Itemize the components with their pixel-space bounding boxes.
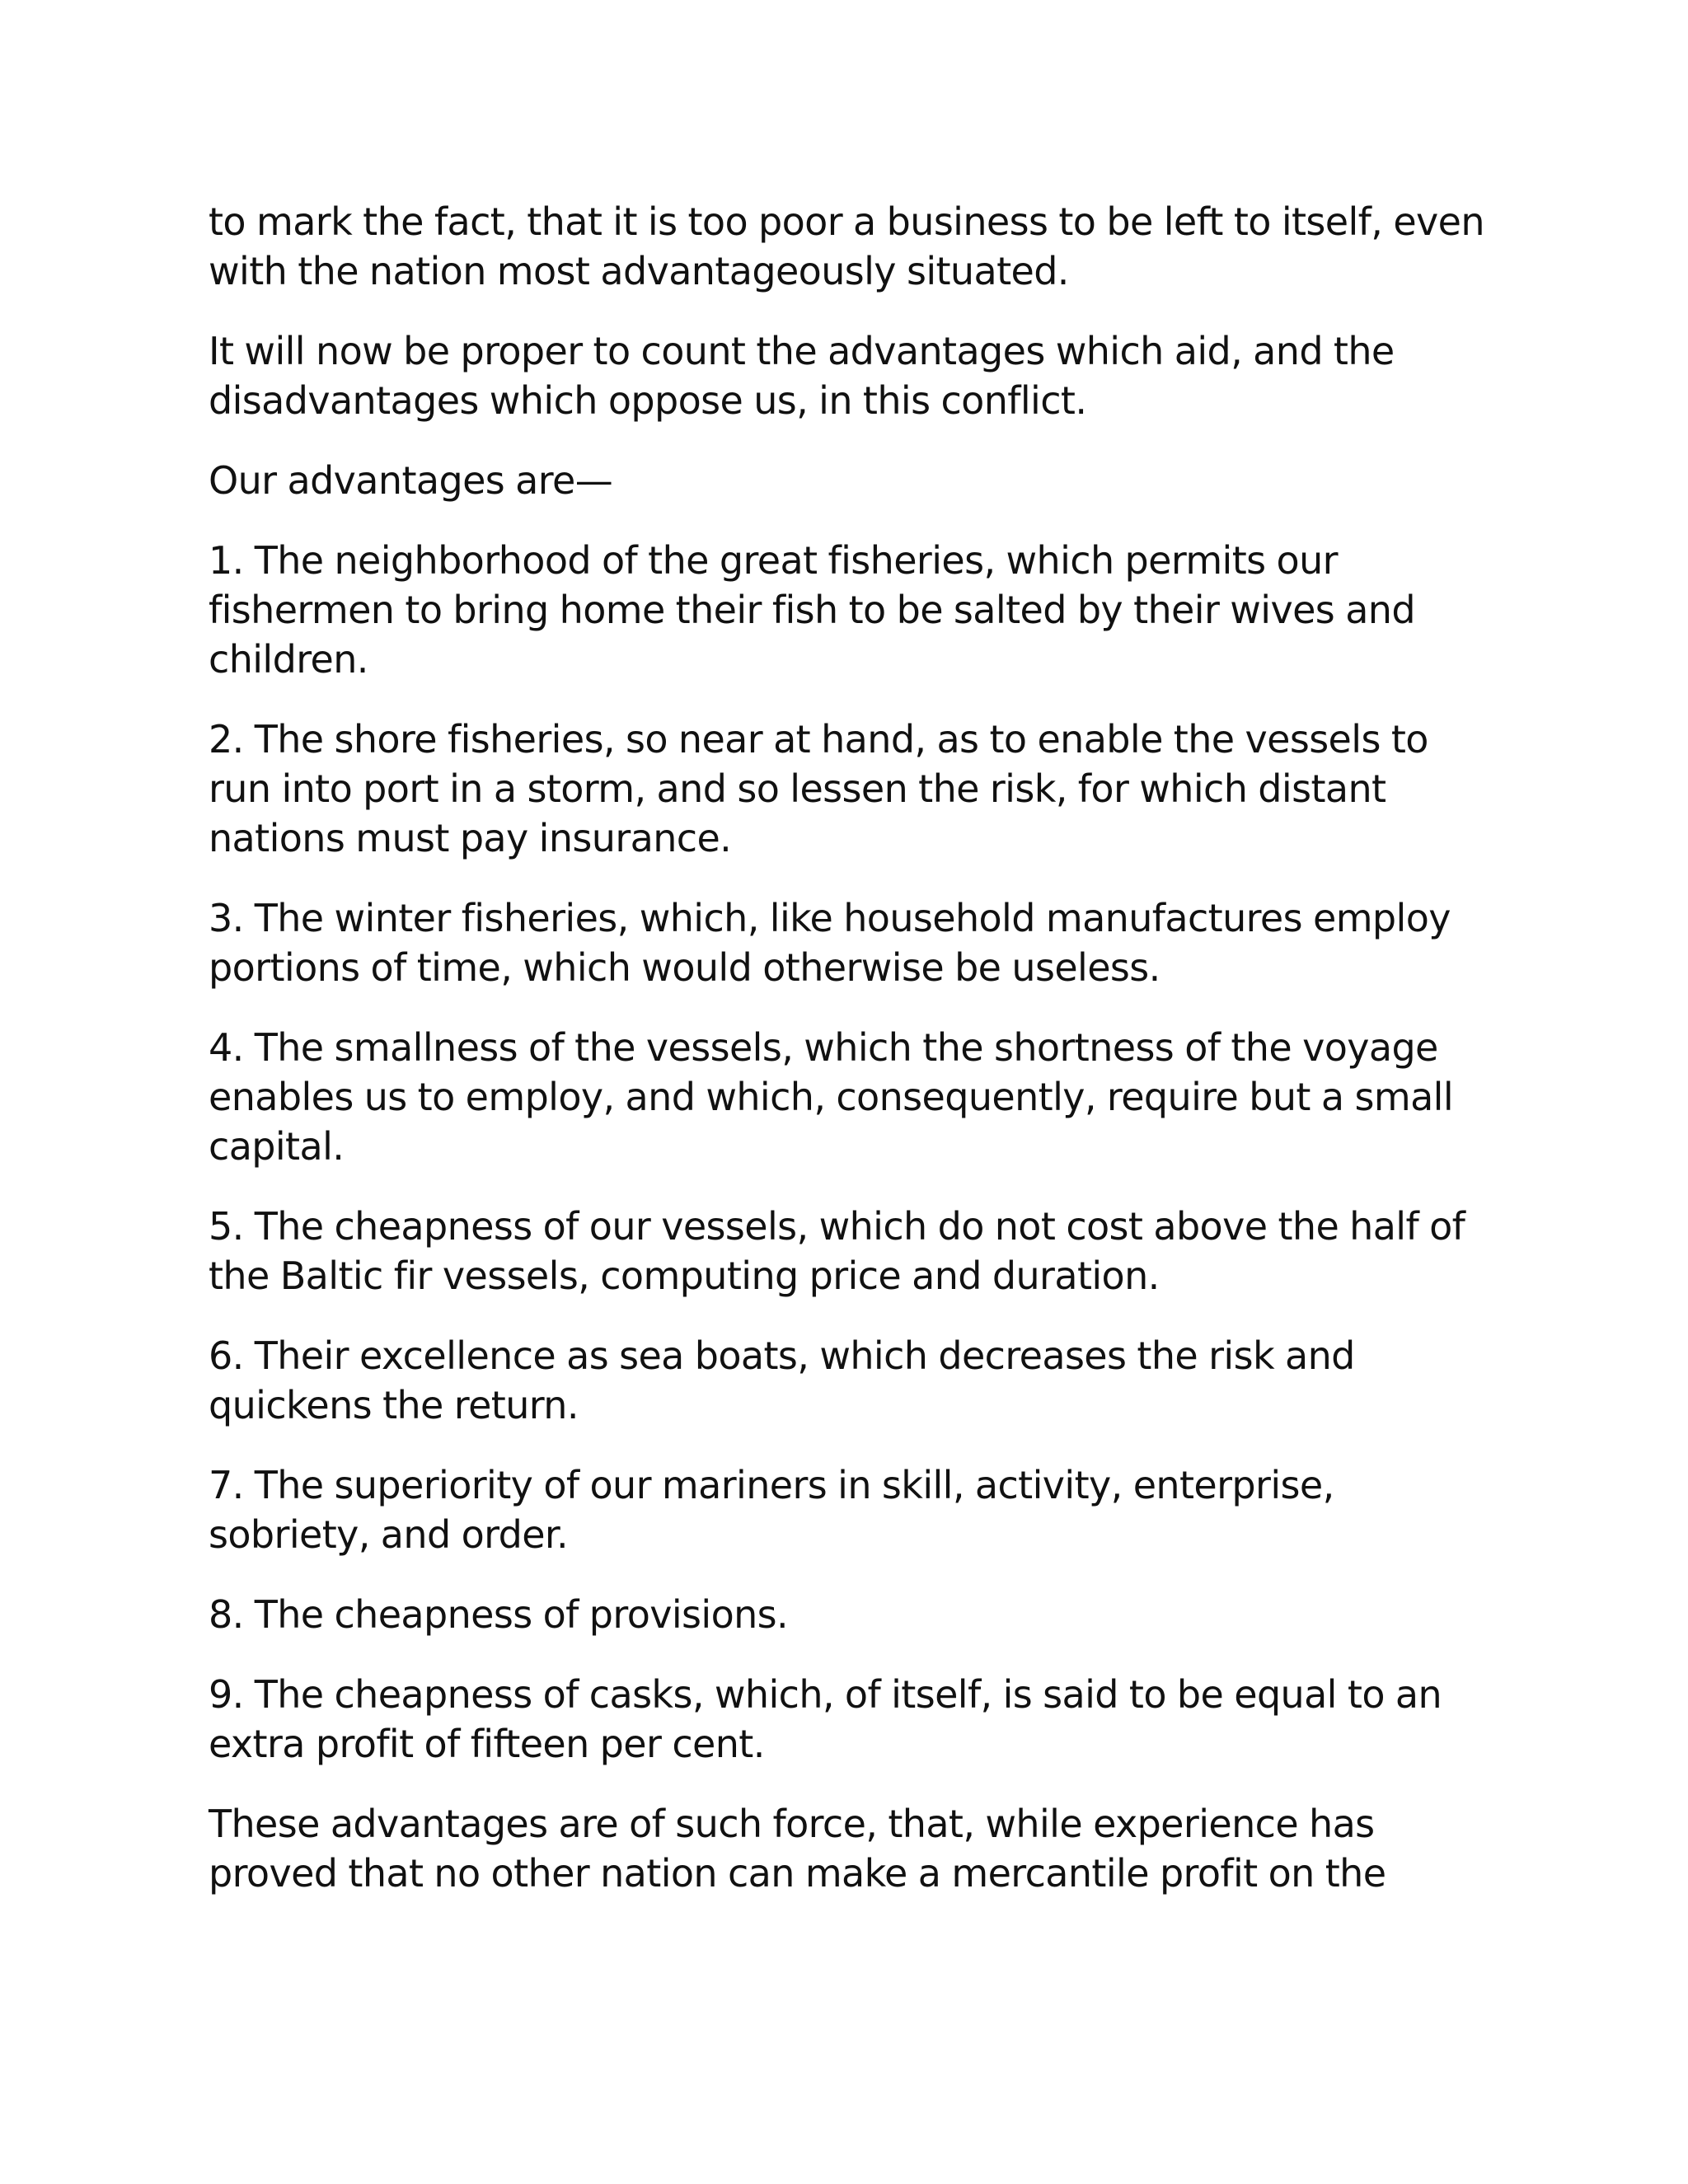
list-item-advantage-2: 2. The shore fisheries, so near at hand, as to enable the vessels to run into port in a storm, and so lessen the risk, for which distant nations must pay insurance. bbox=[209, 717, 1428, 860]
paragraph-intro: to mark the fact, that it is too poor a business to be left to itself, even with the nation most advantageously situated. bbox=[209, 199, 1484, 293]
body-text bbox=[209, 197, 1494, 1898]
list-item-advantage-8: 8. The cheapness of provisions. bbox=[209, 1592, 789, 1637]
paragraph-count-advantages: It will now be proper to count the advantages which aid, and the disadvantages which oppose us, in this conflict. bbox=[209, 329, 1395, 423]
list-item-advantage-3: 3. The winter fisheries, which, like household manufactures employ portions of time, which would otherwise be useless. bbox=[209, 896, 1451, 990]
list-item-advantage-6: 6. Their excellence as sea boats, which decreases the risk and quickens the return. bbox=[209, 1333, 1355, 1427]
list-item-advantage-5: 5. The cheapness of our vessels, which do not cost above the half of the Baltic fir vessels, computing price and duration. bbox=[209, 1204, 1465, 1298]
paragraph-conclusion: These advantages are of such force, that, while experience has proved that no other nation can make a mercantile profit on the bbox=[209, 1802, 1386, 1896]
list-item-advantage-4: 4. The smallness of the vessels, which the shortness of the voyage enables us to employ, and which, consequently, require but a small capital. bbox=[209, 1025, 1454, 1169]
list-item-advantage-1: 1. The neighborhood of the great fisheries, which permits our fishermen to bring home their fish to be salted by their wives and children. bbox=[209, 538, 1415, 682]
list-item-advantage-9: 9. The cheapness of casks, which, of itself, is said to be equal to an extra profit of fifteen per cent. bbox=[209, 1672, 1442, 1766]
paragraph-advantages-heading: Our advantages are— bbox=[209, 458, 613, 503]
list-item-advantage-7: 7. The superiority of our mariners in skill, activity, enterprise, sobriety, and order. bbox=[209, 1463, 1334, 1557]
